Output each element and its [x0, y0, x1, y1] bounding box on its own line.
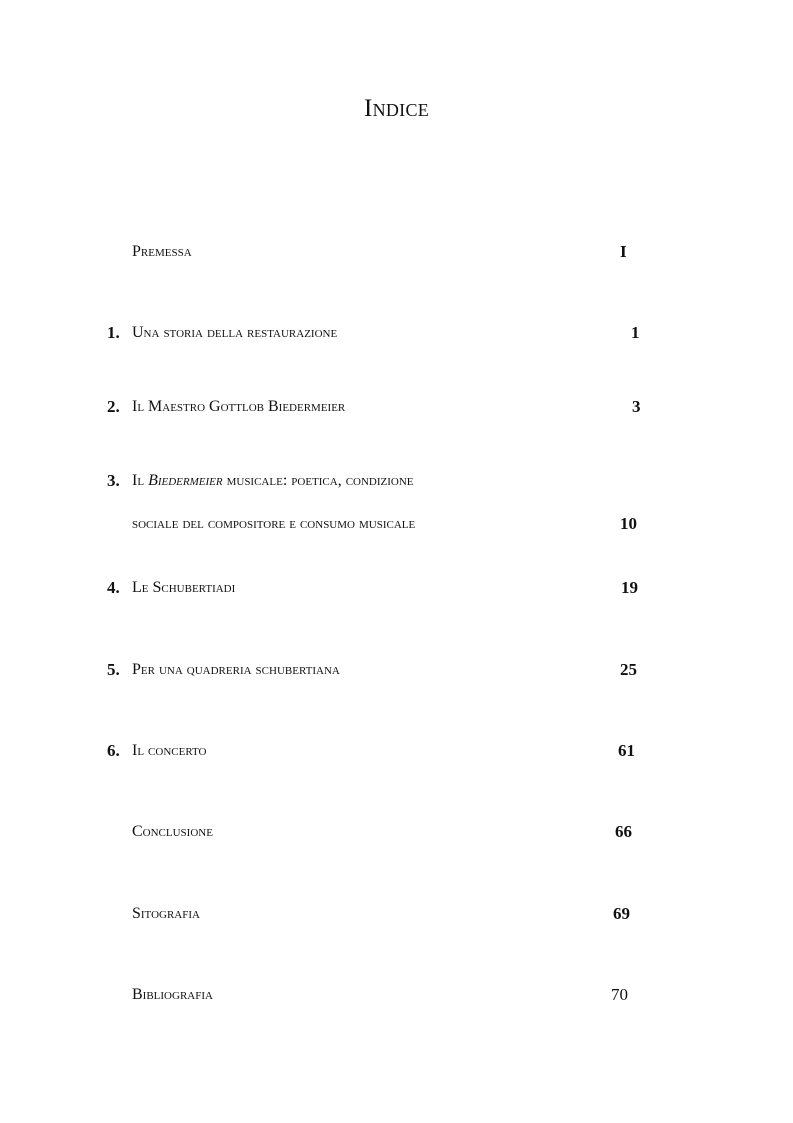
page-title: Indice: [363, 95, 430, 122]
toc-entry-label-italic: Biedermeier: [148, 472, 223, 489]
toc-entry-label-line2: sociale del compositore e consumo musicale: [132, 515, 416, 532]
toc-page-number: I: [620, 242, 627, 261]
toc-entry-label: Bibliografia: [132, 986, 213, 1003]
toc-page-number: 69: [613, 904, 630, 923]
toc-page-number: 19: [621, 578, 638, 597]
chapter-number: 1.: [107, 323, 120, 342]
toc-entry-label: Il Maestro Gottlob Biedermeier: [132, 398, 346, 415]
toc-page-number: 1: [631, 323, 640, 342]
toc-page-number: 25: [620, 660, 637, 679]
toc-page-number: 61: [618, 741, 635, 760]
chapter-number: 5.: [107, 660, 120, 679]
toc-entry-label: Le Schubertiadi: [132, 579, 236, 596]
toc-page-number: 66: [615, 822, 632, 841]
toc-entry-chapter-4[interactable]: [0, 573, 793, 603]
toc-page-number: 10: [620, 514, 637, 533]
toc-entry-chapter-5[interactable]: [0, 655, 793, 685]
toc-entry-label: [132, 466, 414, 496]
toc-entry-premessa[interactable]: [0, 237, 793, 267]
toc-entry-chapter-6[interactable]: [0, 736, 793, 766]
toc-entry-label: Conclusione: [132, 823, 213, 840]
toc-entry-bibliografia[interactable]: [0, 980, 793, 1010]
toc-entry-label: Sitografia: [132, 905, 200, 922]
chapter-number: 4.: [107, 578, 120, 597]
toc-entry-chapter-3-continued[interactable]: [0, 509, 793, 539]
toc-entry-label-suffix: musicale: poetica, condizione: [222, 472, 414, 489]
toc-entry-label: Per una quadreria schubertiana: [132, 661, 340, 678]
toc-entry-label: Premessa: [132, 243, 192, 260]
chapter-number: 6.: [107, 741, 120, 760]
toc-entry-label: Una storia della restaurazione: [132, 324, 338, 341]
toc-entry-sitografia[interactable]: [0, 899, 793, 929]
toc-page-number: 3: [632, 397, 641, 416]
chapter-number: 3.: [107, 471, 120, 490]
toc-entry-chapter-1[interactable]: [0, 318, 793, 348]
toc-page-number: 70: [611, 985, 628, 1004]
chapter-number: 2.: [107, 397, 120, 416]
toc-entry-chapter-2[interactable]: [0, 392, 793, 422]
toc-entry-label-prefix: Il: [132, 472, 149, 489]
toc-entry-conclusione[interactable]: [0, 817, 793, 847]
toc-entry-chapter-3[interactable]: [0, 466, 793, 496]
toc-entry-label: Il concerto: [132, 742, 207, 759]
